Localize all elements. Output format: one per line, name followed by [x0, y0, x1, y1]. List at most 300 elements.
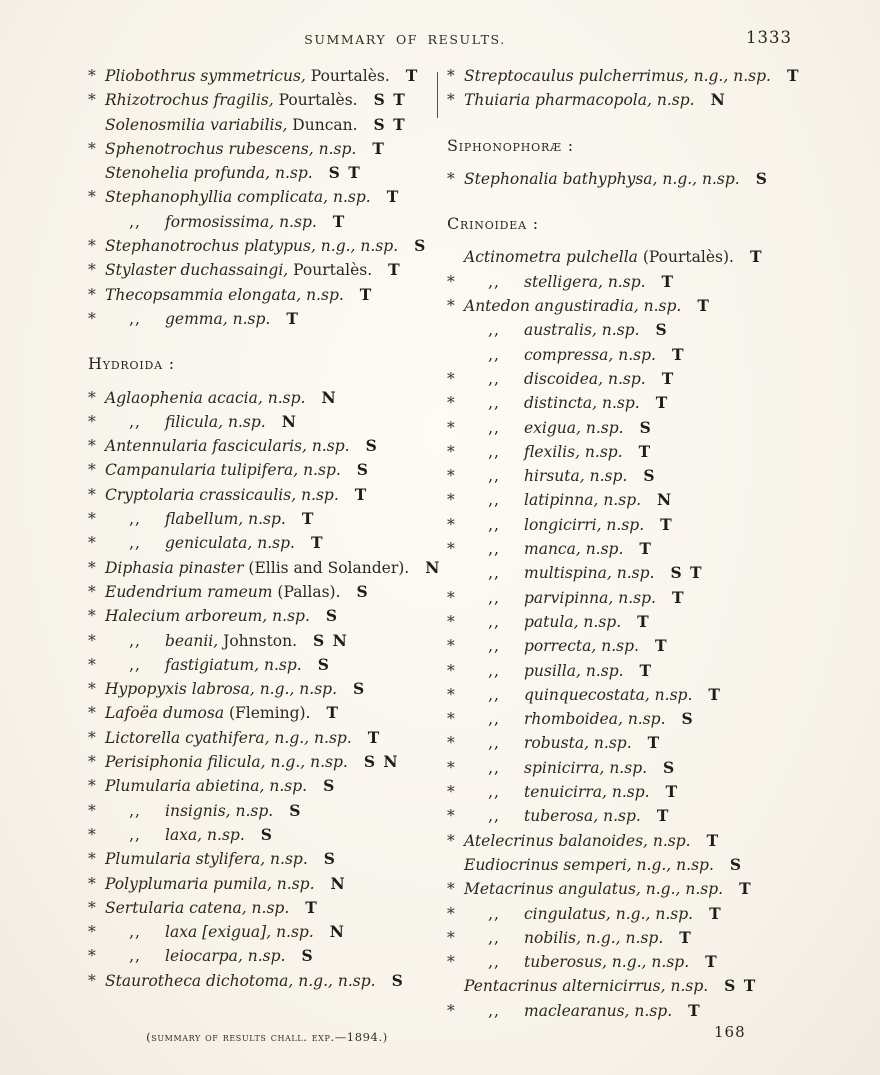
- running-head: SUMMARY OF RESULTS.: [304, 32, 506, 47]
- species-name: laxa [exigua], n.sp.: [165, 923, 314, 942]
- ditto-mark: ,,: [488, 685, 500, 704]
- ditto-mark: ,,: [488, 564, 500, 583]
- species-entry: [447, 464, 817, 488]
- species-name: leiocarpa, n.sp.: [165, 947, 286, 966]
- station-codes: S: [356, 460, 370, 480]
- species-entry: [447, 440, 817, 464]
- species-entry: [447, 877, 817, 901]
- station-codes: T: [656, 806, 670, 826]
- species-entry: [88, 604, 440, 628]
- species-entry: [88, 896, 440, 920]
- authority-text: Pourtalès.: [288, 261, 373, 280]
- section-heading: Crinoidea :: [447, 214, 539, 234]
- species-name: Hypopyxis labrosa, n.g., n.sp.: [105, 680, 338, 699]
- new-species-asterisk: *: [88, 607, 96, 626]
- station-codes: T: [660, 514, 674, 534]
- species-entry: [447, 488, 817, 512]
- species-name: rhomboidea, n.sp.: [524, 710, 666, 729]
- station-codes: T: [705, 952, 719, 972]
- ditto-mark: ,,: [488, 394, 500, 413]
- station-codes: S: [325, 606, 339, 626]
- species-entry: [447, 586, 817, 610]
- species-name: Staurotheca dichotoma, n.g., n.sp.: [105, 971, 376, 990]
- species-entry: [447, 829, 817, 853]
- station-codes: S N: [313, 630, 349, 650]
- species-name: Actinometra pulchella: [464, 248, 638, 267]
- authority-text: Johnston.: [218, 631, 298, 650]
- station-codes: T: [639, 539, 653, 559]
- station-codes: S: [681, 709, 695, 729]
- station-codes: N: [321, 387, 338, 407]
- new-species-asterisk: *: [447, 807, 455, 826]
- new-species-asterisk: *: [447, 637, 455, 656]
- new-species-asterisk: *: [88, 461, 96, 480]
- new-species-asterisk: *: [447, 394, 455, 413]
- species-entry: [88, 386, 440, 410]
- species-entry: [88, 283, 440, 307]
- species-entry: [447, 634, 817, 658]
- species-entry: [447, 367, 817, 391]
- species-entry: [447, 780, 817, 804]
- new-species-asterisk: *: [447, 67, 455, 85]
- species-name: tenuicirra, n.sp.: [524, 783, 650, 802]
- species-entry: [88, 774, 440, 798]
- species-name: tuberosus, n.g., n.sp.: [524, 953, 690, 972]
- species-entry: [88, 629, 440, 653]
- species-name: Eudendrium rameum: [105, 582, 273, 601]
- ditto-mark: ,,: [129, 825, 141, 844]
- new-species-asterisk: *: [447, 297, 455, 316]
- ditto-mark: ,,: [488, 540, 500, 559]
- species-name: beanii,: [165, 631, 219, 650]
- new-species-asterisk: *: [88, 67, 96, 85]
- station-codes: S: [365, 436, 379, 456]
- species-entry: [88, 507, 440, 531]
- species-name: fastigiatum, n.sp.: [165, 655, 302, 674]
- station-codes: S: [643, 466, 657, 486]
- species-entry: [447, 659, 817, 683]
- ditto-mark: ,,: [488, 953, 500, 972]
- station-codes: N: [657, 490, 673, 510]
- authority-text: Pourtalès.: [305, 67, 390, 85]
- new-species-asterisk: *: [447, 588, 455, 607]
- species-entry: [88, 531, 440, 555]
- ditto-mark: ,,: [488, 418, 500, 437]
- species-name: australis, n.sp.: [524, 321, 640, 340]
- species-entry: [88, 872, 440, 896]
- new-species-asterisk: *: [88, 631, 96, 650]
- species-entry: [88, 307, 440, 331]
- footer-imprint: (summary of results chall. exp.—1894.): [146, 1030, 388, 1044]
- species-name: porrecta, n.sp.: [524, 637, 639, 656]
- station-codes: T: [688, 1000, 702, 1020]
- species-entry: [447, 537, 817, 561]
- station-codes: T: [359, 284, 373, 304]
- new-species-asterisk: *: [447, 91, 455, 110]
- ditto-mark: ,,: [488, 321, 500, 340]
- species-entry: [88, 920, 440, 944]
- ditto-mark: ,,: [488, 272, 500, 291]
- species-name: longicirri, n.sp.: [524, 515, 645, 534]
- station-codes: T: [709, 903, 723, 923]
- section-heading: Siphonophoræ :: [447, 135, 574, 155]
- station-codes: T: [655, 393, 669, 413]
- ditto-mark: ,,: [488, 661, 500, 680]
- species-entry: [447, 391, 817, 415]
- species-name: compressa, n.sp.: [524, 345, 656, 364]
- species-name: parvipinna, n.sp.: [524, 588, 656, 607]
- species-entry: [88, 234, 440, 258]
- new-species-asterisk: *: [447, 758, 455, 777]
- authority-text: (Pallas).: [272, 582, 341, 601]
- species-name: Stephonalia bathyphysa, n.g., n.sp.: [464, 169, 740, 188]
- new-species-asterisk: *: [88, 753, 96, 772]
- species-entry: [88, 556, 440, 580]
- species-entry: [88, 750, 440, 774]
- station-codes: T: [405, 66, 419, 85]
- species-name: stelligera, n.sp.: [524, 272, 646, 291]
- species-entry: [88, 847, 440, 871]
- new-species-asterisk: *: [88, 237, 96, 256]
- new-species-asterisk: *: [88, 655, 96, 674]
- species-name: Pentacrinus alternicirrus, n.sp.: [464, 977, 709, 996]
- species-name: multispina, n.sp.: [524, 564, 655, 583]
- station-codes: N: [281, 411, 298, 431]
- new-species-asterisk: *: [447, 540, 455, 559]
- ditto-mark: ,,: [488, 588, 500, 607]
- new-species-asterisk: *: [88, 971, 96, 990]
- station-codes: T: [286, 308, 300, 328]
- new-species-asterisk: *: [447, 272, 455, 291]
- station-codes: T: [697, 296, 711, 316]
- ditto-mark: ,,: [129, 947, 141, 966]
- station-codes: S: [414, 236, 427, 256]
- species-entry: [88, 653, 440, 677]
- station-codes: T: [647, 733, 661, 753]
- species-entry: [88, 944, 440, 968]
- species-entry: [88, 113, 440, 137]
- authority-text: (Fleming).: [224, 704, 311, 723]
- species-name: Perisiphonia filicula, n.g., n.sp.: [105, 753, 348, 772]
- new-species-asterisk: *: [88, 874, 96, 893]
- ditto-mark: ,,: [488, 515, 500, 534]
- station-codes: S N: [363, 752, 400, 772]
- species-name: filicula, n.sp.: [165, 412, 266, 431]
- new-species-asterisk: *: [88, 485, 96, 504]
- footer-sheet-number: 168: [714, 1023, 746, 1041]
- station-codes: S T: [373, 90, 407, 110]
- station-codes: S T: [724, 976, 757, 996]
- species-name: quinquecostata, n.sp.: [524, 685, 693, 704]
- species-name: Diphasia pinaster: [105, 558, 244, 577]
- species-name: Stenohelia profunda, n.sp.: [105, 164, 313, 183]
- species-entry: [447, 950, 817, 974]
- new-species-asterisk: *: [88, 388, 96, 407]
- species-entry: [447, 513, 817, 537]
- species-entry: [88, 580, 440, 604]
- species-name: Polyplumaria pumila, n.sp.: [105, 874, 315, 893]
- species-name: Aglaophenia acacia, n.sp.: [105, 388, 306, 407]
- species-name: maclearanus, n.sp.: [524, 1001, 673, 1020]
- ditto-mark: ,,: [488, 710, 500, 729]
- species-entry: [447, 561, 817, 585]
- species-entry: [447, 853, 817, 877]
- ditto-mark: ,,: [488, 1001, 500, 1020]
- new-species-asterisk: *: [88, 947, 96, 966]
- station-codes: N: [710, 90, 727, 110]
- species-entry: [88, 726, 440, 750]
- species-entry: [88, 701, 440, 725]
- new-species-asterisk: *: [447, 904, 455, 923]
- station-codes: T: [708, 684, 722, 704]
- ditto-mark: ,,: [488, 928, 500, 947]
- authority-text: (Ellis and Solander).: [243, 558, 410, 577]
- species-entry: [88, 210, 440, 234]
- ditto-mark: ,,: [488, 442, 500, 461]
- species-name: cingulatus, n.g., n.sp.: [524, 904, 694, 923]
- species-entry: [88, 483, 440, 507]
- station-codes: T: [665, 782, 679, 802]
- new-species-asterisk: *: [447, 612, 455, 631]
- new-species-asterisk: *: [447, 661, 455, 680]
- new-species-asterisk: *: [88, 728, 96, 747]
- station-codes: T: [661, 368, 675, 388]
- station-codes: N: [330, 873, 347, 893]
- species-name: Streptocaulus pulcherrimus, n.g., n.sp.: [464, 67, 771, 85]
- station-codes: T: [388, 260, 402, 280]
- species-entry: [447, 416, 817, 440]
- species-name: Thuiaria pharmacopola, n.sp.: [464, 91, 695, 110]
- species-entry: [447, 610, 817, 634]
- station-codes: S: [639, 417, 653, 437]
- new-species-asterisk: *: [447, 928, 455, 947]
- station-codes: T: [326, 703, 340, 723]
- new-species-asterisk: *: [88, 898, 96, 917]
- species-name: robusta, n.sp.: [524, 734, 632, 753]
- station-codes: T: [661, 271, 675, 291]
- new-species-asterisk: *: [447, 685, 455, 704]
- new-species-asterisk: *: [88, 285, 96, 304]
- species-name: manca, n.sp.: [524, 540, 624, 559]
- ditto-mark: ,,: [488, 637, 500, 656]
- page-number: 1333: [746, 28, 792, 47]
- station-codes: T: [354, 484, 368, 504]
- new-species-asterisk: *: [88, 680, 96, 699]
- new-species-asterisk: *: [447, 880, 455, 899]
- new-species-asterisk: *: [88, 91, 96, 110]
- station-codes: N: [425, 557, 441, 577]
- authority-text: Duncan.: [287, 115, 358, 134]
- species-name: Stephanophyllia complicata, n.sp.: [105, 188, 371, 207]
- station-codes: T: [786, 66, 800, 85]
- species-entry: [88, 410, 440, 434]
- species-name: geniculata, n.sp.: [165, 534, 295, 553]
- species-entry: [88, 137, 440, 161]
- species-entry: [447, 245, 817, 269]
- species-name: Stylaster duchassaingi,: [105, 261, 289, 280]
- ditto-mark: ,,: [488, 758, 500, 777]
- species-entry: [447, 974, 817, 998]
- species-entry: [447, 318, 817, 342]
- species-name: hirsuta, n.sp.: [524, 467, 628, 486]
- station-codes: T: [671, 344, 685, 364]
- station-codes: S: [663, 757, 676, 777]
- authority-text: Pourtalès.: [273, 91, 358, 110]
- species-name: Cryptolaria crassicaulis, n.sp.: [105, 485, 339, 504]
- station-codes: S: [323, 776, 336, 796]
- species-name: pusilla, n.sp.: [524, 661, 624, 680]
- species-name: Sertularia catena, n.sp.: [105, 898, 290, 917]
- station-codes: N: [329, 922, 346, 942]
- station-codes: T: [749, 247, 763, 267]
- station-codes: S T: [328, 163, 362, 183]
- ditto-mark: ,,: [129, 510, 141, 529]
- species-entry: [447, 683, 817, 707]
- station-codes: S T: [670, 563, 704, 583]
- species-name: latipinna, n.sp.: [524, 491, 642, 510]
- species-name: flabellum, n.sp.: [165, 510, 286, 529]
- species-name: Halecium arboreum, n.sp.: [105, 607, 310, 626]
- new-species-asterisk: *: [447, 491, 455, 510]
- new-species-asterisk: *: [447, 442, 455, 461]
- species-name: nobilis, n.g., n.sp.: [524, 928, 664, 947]
- species-entry: [88, 64, 440, 88]
- new-species-asterisk: *: [88, 437, 96, 456]
- station-codes: S: [301, 946, 315, 966]
- species-entry: [447, 88, 817, 112]
- species-name: Eudiocrinus semperi, n.g., n.sp.: [464, 855, 714, 874]
- species-entry: [88, 434, 440, 458]
- station-codes: T: [638, 441, 652, 461]
- new-species-asterisk: *: [88, 801, 96, 820]
- ditto-mark: ,,: [488, 369, 500, 388]
- ditto-mark: ,,: [488, 807, 500, 826]
- ditto-mark: ,,: [488, 734, 500, 753]
- species-name: Stephanotrochus platypus, n.g., n.sp.: [105, 237, 399, 256]
- species-name: formosissima, n.sp.: [165, 212, 317, 231]
- new-species-asterisk: *: [447, 1001, 455, 1020]
- species-name: Solenosmilia variabilis,: [105, 115, 288, 134]
- species-entry: [88, 458, 440, 482]
- ditto-mark: ,,: [129, 309, 141, 328]
- species-entry: [447, 64, 817, 88]
- station-codes: T: [372, 138, 386, 158]
- ditto-mark: ,,: [488, 467, 500, 486]
- station-codes: T: [739, 879, 753, 899]
- station-codes: T: [310, 533, 324, 553]
- station-codes: S: [289, 800, 302, 820]
- species-entry: [88, 969, 440, 993]
- ditto-mark: ,,: [129, 631, 141, 650]
- station-codes: S: [323, 849, 337, 869]
- new-species-asterisk: *: [88, 777, 96, 796]
- new-species-asterisk: *: [447, 515, 455, 534]
- species-name: Lictorella cyathifera, n.g., n.sp.: [105, 728, 352, 747]
- ditto-mark: ,,: [488, 904, 500, 923]
- species-entry: [447, 707, 817, 731]
- new-species-asterisk: *: [447, 369, 455, 388]
- station-codes: S: [260, 824, 274, 844]
- station-codes: T: [671, 587, 685, 607]
- new-species-asterisk: *: [447, 418, 455, 437]
- station-codes: S: [755, 168, 769, 188]
- new-species-asterisk: *: [88, 139, 96, 158]
- species-name: Campanularia tulipifera, n.sp.: [105, 461, 341, 480]
- new-species-asterisk: *: [88, 261, 96, 280]
- station-codes: T: [679, 927, 693, 947]
- station-codes: T: [305, 897, 319, 917]
- ditto-mark: ,,: [129, 655, 141, 674]
- new-species-asterisk: *: [447, 734, 455, 753]
- species-entry: [447, 756, 817, 780]
- species-name: discoidea, n.sp.: [524, 369, 646, 388]
- authority-text: (Pourtalès).: [637, 248, 734, 267]
- new-species-asterisk: *: [88, 825, 96, 844]
- species-entry: [447, 926, 817, 950]
- station-codes: T: [639, 660, 653, 680]
- left-column: [88, 64, 440, 993]
- ditto-mark: ,,: [129, 801, 141, 820]
- ditto-mark: ,,: [488, 345, 500, 364]
- species-name: distincta, n.sp.: [524, 394, 640, 413]
- species-entry: [447, 167, 817, 191]
- species-name: tuberosa, n.sp.: [524, 807, 641, 826]
- species-entry: [447, 999, 817, 1023]
- species-entry: [88, 799, 440, 823]
- station-codes: T: [367, 727, 381, 747]
- species-name: flexilis, n.sp.: [524, 442, 623, 461]
- species-entry: [88, 677, 440, 701]
- species-entry: [447, 343, 817, 367]
- species-name: Sphenotrochus rubescens, n.sp.: [105, 139, 357, 158]
- species-name: Pliobothrus symmetricus,: [105, 67, 306, 85]
- new-species-asterisk: *: [88, 510, 96, 529]
- species-name: Plumularia abietina, n.sp.: [105, 777, 308, 796]
- station-codes: T: [654, 636, 669, 656]
- species-name: Rhizotrochus fragilis,: [105, 91, 274, 110]
- species-name: Plumularia stylifera, n.sp.: [105, 850, 308, 869]
- species-entry: [88, 88, 440, 112]
- ditto-mark: ,,: [488, 612, 500, 631]
- section-heading: Hydroida :: [88, 354, 175, 374]
- new-species-asterisk: *: [88, 309, 96, 328]
- new-species-asterisk: *: [88, 412, 96, 431]
- species-name: spinicirra, n.sp.: [524, 758, 648, 777]
- station-codes: S: [655, 320, 669, 340]
- station-codes: S: [391, 970, 405, 990]
- ditto-mark: ,,: [129, 534, 141, 553]
- new-species-asterisk: *: [88, 534, 96, 553]
- species-name: Thecopsammia elongata, n.sp.: [105, 285, 344, 304]
- species-name: Lafoëa dumosa: [105, 704, 225, 723]
- station-codes: S: [353, 679, 366, 699]
- new-species-asterisk: *: [88, 558, 96, 577]
- species-entry: [447, 270, 817, 294]
- species-entry: [447, 294, 817, 318]
- station-codes: T: [301, 509, 315, 529]
- species-entry: [447, 731, 817, 755]
- species-name: patula, n.sp.: [524, 612, 622, 631]
- species-entry: [447, 902, 817, 926]
- species-name: exigua, n.sp.: [524, 418, 624, 437]
- species-name: gemma, n.sp.: [165, 309, 271, 328]
- station-codes: T: [332, 211, 346, 231]
- ditto-mark: ,,: [129, 923, 141, 942]
- new-species-asterisk: *: [447, 169, 455, 188]
- ditto-mark: ,,: [129, 212, 141, 231]
- ditto-mark: ,,: [488, 491, 500, 510]
- station-codes: S: [729, 854, 743, 874]
